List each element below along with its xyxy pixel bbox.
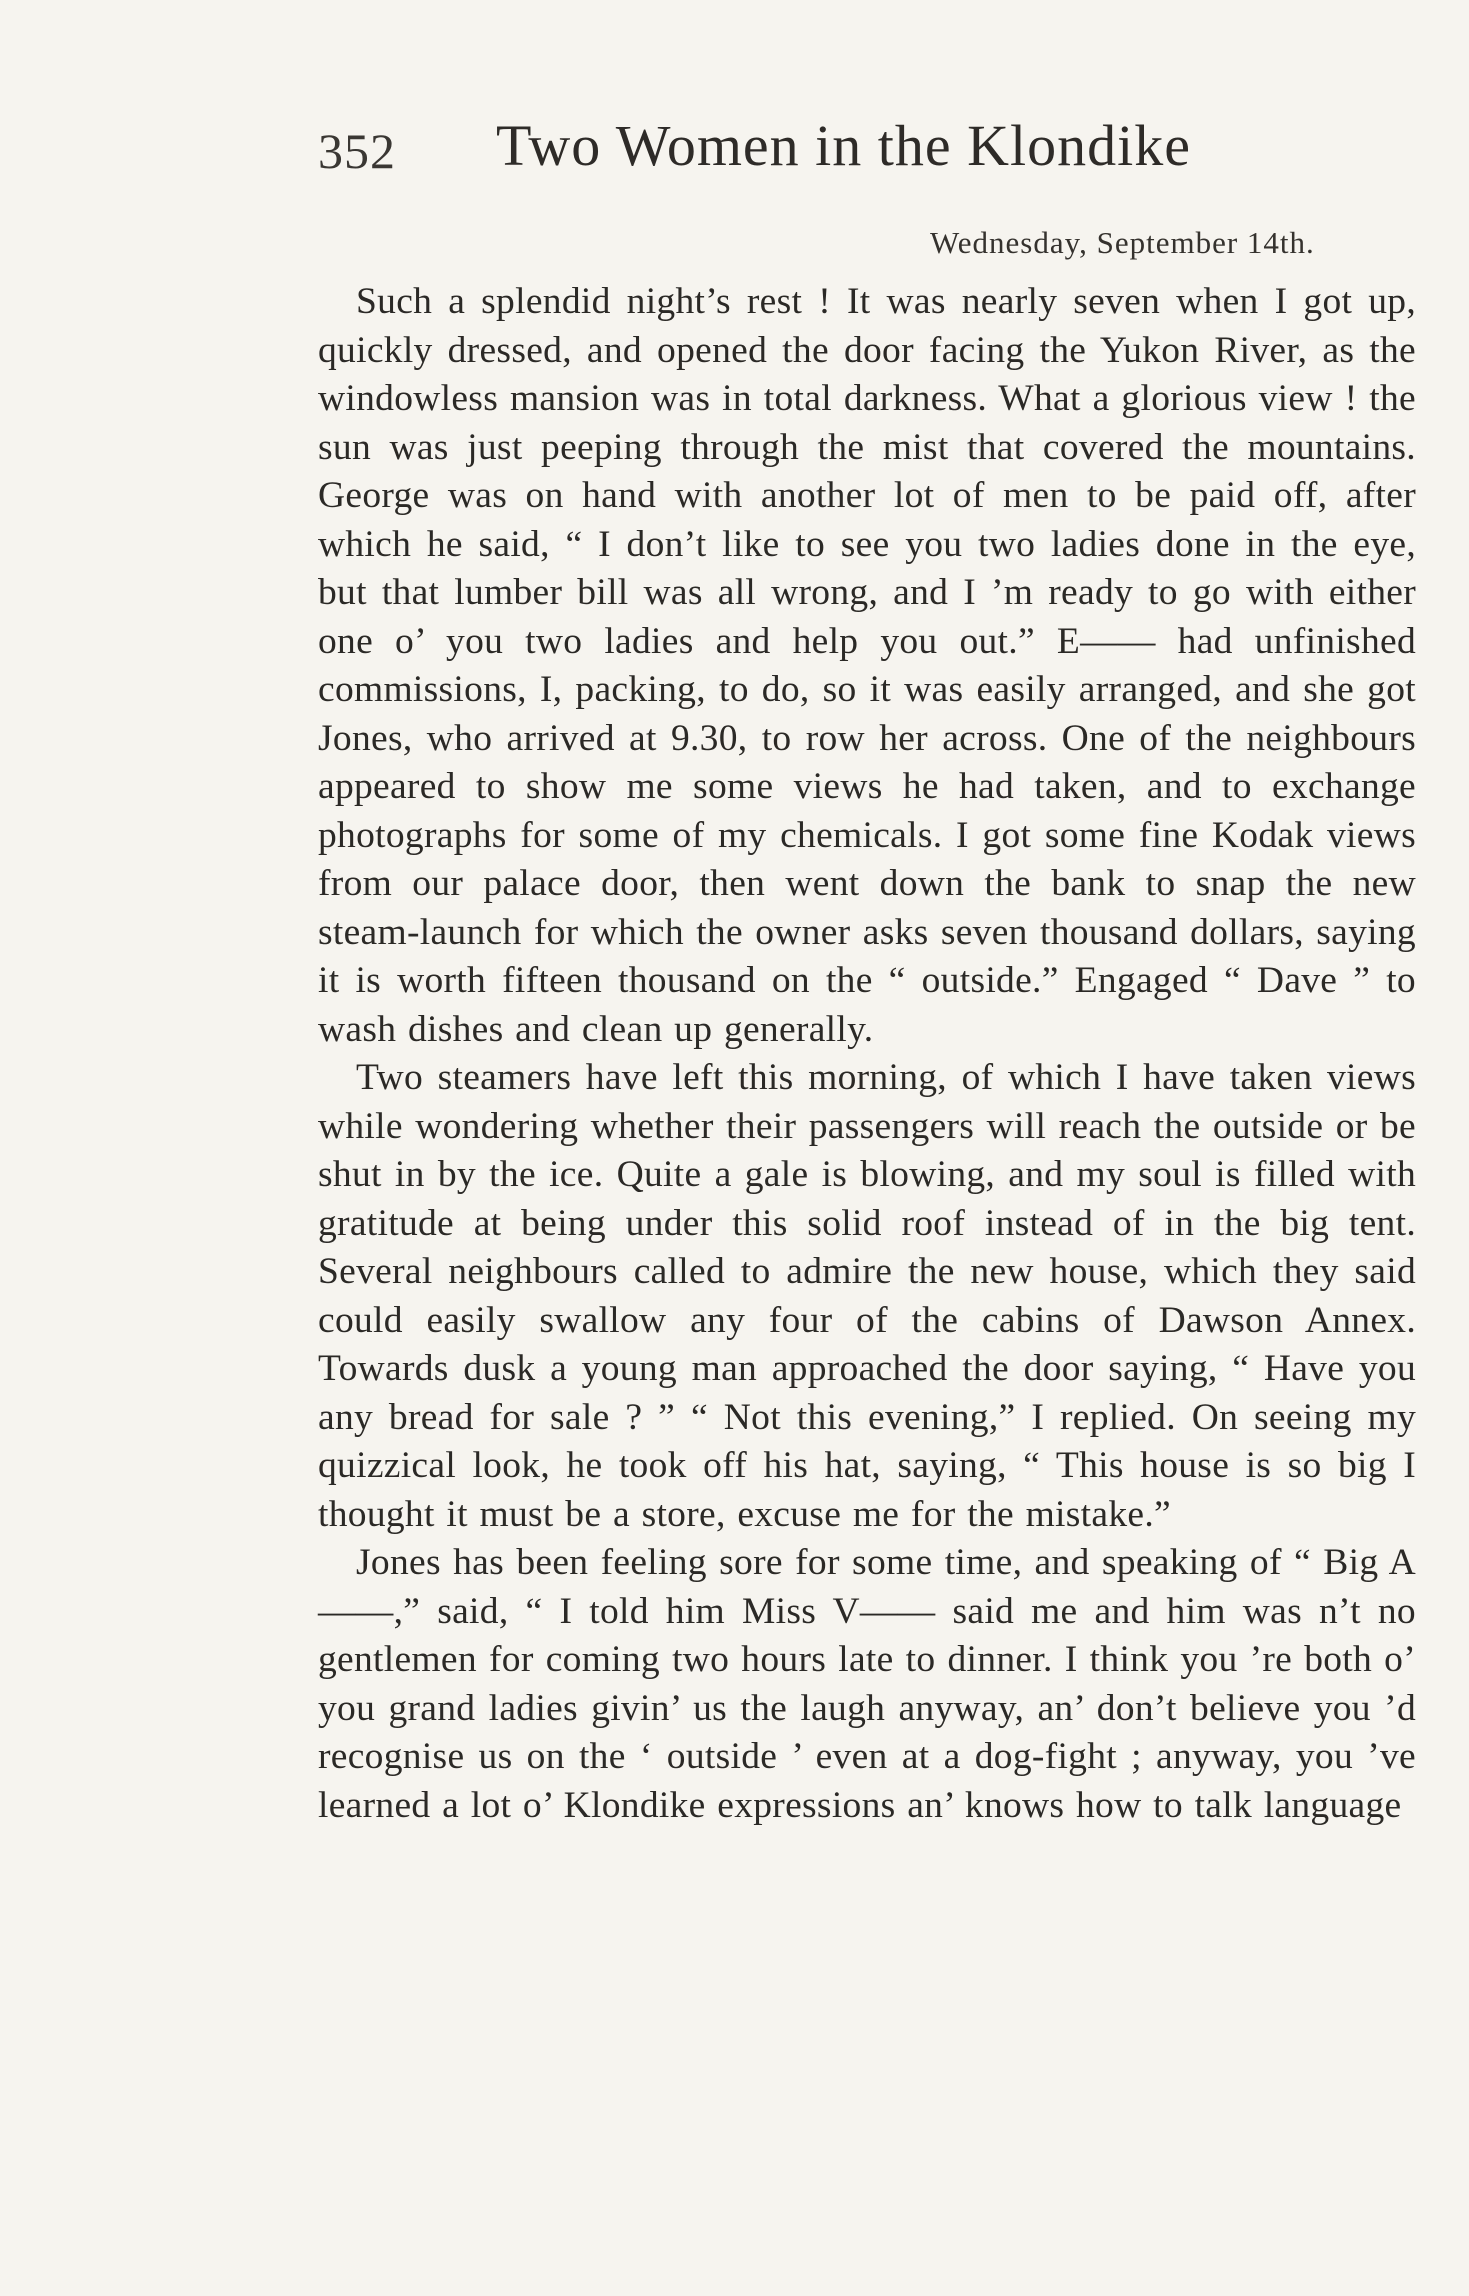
diary-date: Wednesday, September 14th.	[930, 225, 1315, 260]
paragraph: Jones has been feeling sore for some time, and speaking of “ Big A——,” said, “ I told him Miss V—— said me and him was n’t no gentlemen for coming two hours late to dinner. I think you ’re both o’ you grand ladies givin’ us the laugh anyway, an’ don’t believe you ’d recognise us on the ‘ outside ’ even at a dog-fight ; anyway, you ’ve learned a lot o’ Klondike expressions an’ knows how to talk language	[318, 1542, 1416, 1826]
running-title: Two Women in the Klondike	[496, 113, 1192, 178]
paragraph: Such a splendid night’s rest ! It was nearly seven when I got up, quickly dressed, and opened the door facing the Yukon River, as the windowless mansion was in total darkness. What a glorious view ! the sun was just peeping through the mist that covered the mountains. George was on hand with another lot of men to be paid off, after which he said, “ I don’t like to see you two ladies done in the eye, but that lumber bill was all wrong, and I ’m ready to go with either one o’ you two ladies and help you out.” E—— had unfinished commissions, I, packing, to do, so it was easily arranged, and she got Jones, who arrived at 9.30, to row her across. One of the neighbours appeared to show me some views he had taken, and to exchange photographs for some of my chemicals. I got some fine Kodak views from our palace door, then went down the bank to snap the new steam-launch for which the owner asks seven thousand dollars, saying it is worth fifteen thousand on the “ outside.” Engaged “ Dave ” to wash dishes and clean up generally.	[318, 281, 1416, 1050]
page-header	[318, 112, 1318, 192]
body-text	[318, 278, 1416, 1830]
paragraph: Two steamers have left this morning, of which I have taken views while wondering whether their passengers will reach the outside or be shut in by the ice. Quite a gale is blowing, and my soul is filled with gratitude at being under this solid roof instead of in the big tent. Several neighbours called to admire the new house, which they said could easily swallow any four of the cabins of Dawson Annex. Towards dusk a young man approached the door saying, “ Have you any bread for sale ? ” “ Not this evening,” I replied. On seeing my quizzical look, he took off his hat, saying, “ This house is so big I thought it must be a store, excuse me for the mistake.”	[318, 1057, 1416, 1535]
page-number: 352	[318, 123, 396, 179]
